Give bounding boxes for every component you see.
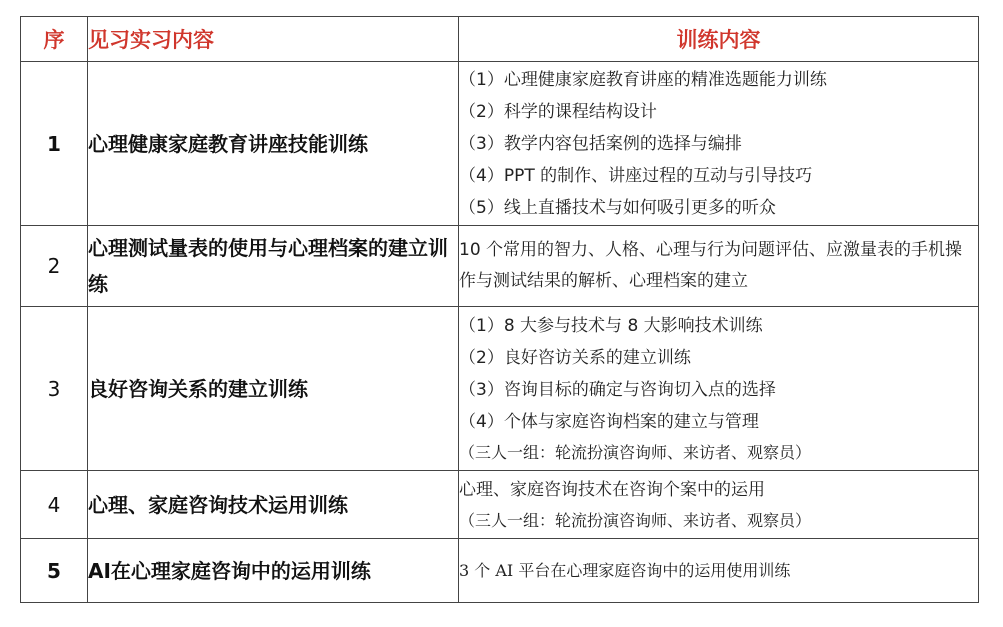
- content-line: 心理、家庭咨询技术在咨询个案中的运用: [459, 479, 765, 500]
- row-item: AI在心理家庭咨询中的运用训练: [88, 539, 459, 603]
- row-content: [459, 226, 979, 307]
- row-item: 良好咨询关系的建立训练: [88, 307, 459, 471]
- row-number: 5: [21, 539, 88, 603]
- content-note: （三人一组：轮流扮演咨询师、来访者、观察员）: [459, 442, 812, 462]
- row-number: 4: [21, 471, 88, 539]
- content-line: 3 个 AI 平台在心理家庭咨询中的运用使用训练: [459, 560, 791, 580]
- row-content: [459, 62, 979, 226]
- header-item: 见习实习内容: [88, 17, 459, 62]
- content-line: （4）PPT 的制作、讲座过程的互动与引导技巧: [459, 165, 813, 186]
- content-line: （5）线上直播技术与如何吸引更多的听众: [459, 197, 776, 218]
- row-content: [459, 307, 979, 471]
- row-item: 心理、家庭咨询技术运用训练: [88, 471, 459, 539]
- row-number: 3: [21, 307, 88, 471]
- content-line: （1）8 大参与技术与 8 大影响技术训练: [459, 315, 763, 336]
- row-number: 1: [21, 62, 88, 226]
- content-line: （2）科学的课程结构设计: [459, 101, 657, 122]
- content-note: （三人一组：轮流扮演咨询师、来访者、观察员）: [459, 510, 812, 530]
- header-content: 训练内容: [459, 17, 979, 62]
- row-number: 2: [21, 226, 88, 307]
- content-paragraph: 10 个常用的智力、人格、心理与行为问题评估、应激量表的手机操作与测试结果的解析、心理档案的建立: [459, 240, 963, 291]
- content-line: （2）良好咨访关系的建立训练: [459, 347, 691, 368]
- table-row: [21, 539, 979, 603]
- content-line: （4）个体与家庭咨询档案的建立与管理: [459, 411, 759, 432]
- table-row: [21, 226, 979, 307]
- cropped-heading-fragment: [140, 0, 500, 4]
- row-content: [459, 471, 979, 539]
- content-line: （3）咨询目标的确定与咨询切入点的选择: [459, 379, 776, 400]
- row-item: 心理测试量表的使用与心理档案的建立训练: [88, 226, 459, 307]
- row-content: [459, 539, 979, 603]
- table-row: [21, 62, 979, 226]
- table-row: [21, 307, 979, 471]
- table-row: [21, 471, 979, 539]
- training-table: [20, 16, 979, 603]
- row-item: 心理健康家庭教育讲座技能训练: [88, 62, 459, 226]
- content-line: （3）教学内容包括案例的选择与编排: [459, 133, 742, 154]
- header-no: 序: [21, 17, 88, 62]
- table-header-row: [21, 17, 979, 62]
- content-line: （1）心理健康家庭教育讲座的精准选题能力训练: [459, 69, 827, 90]
